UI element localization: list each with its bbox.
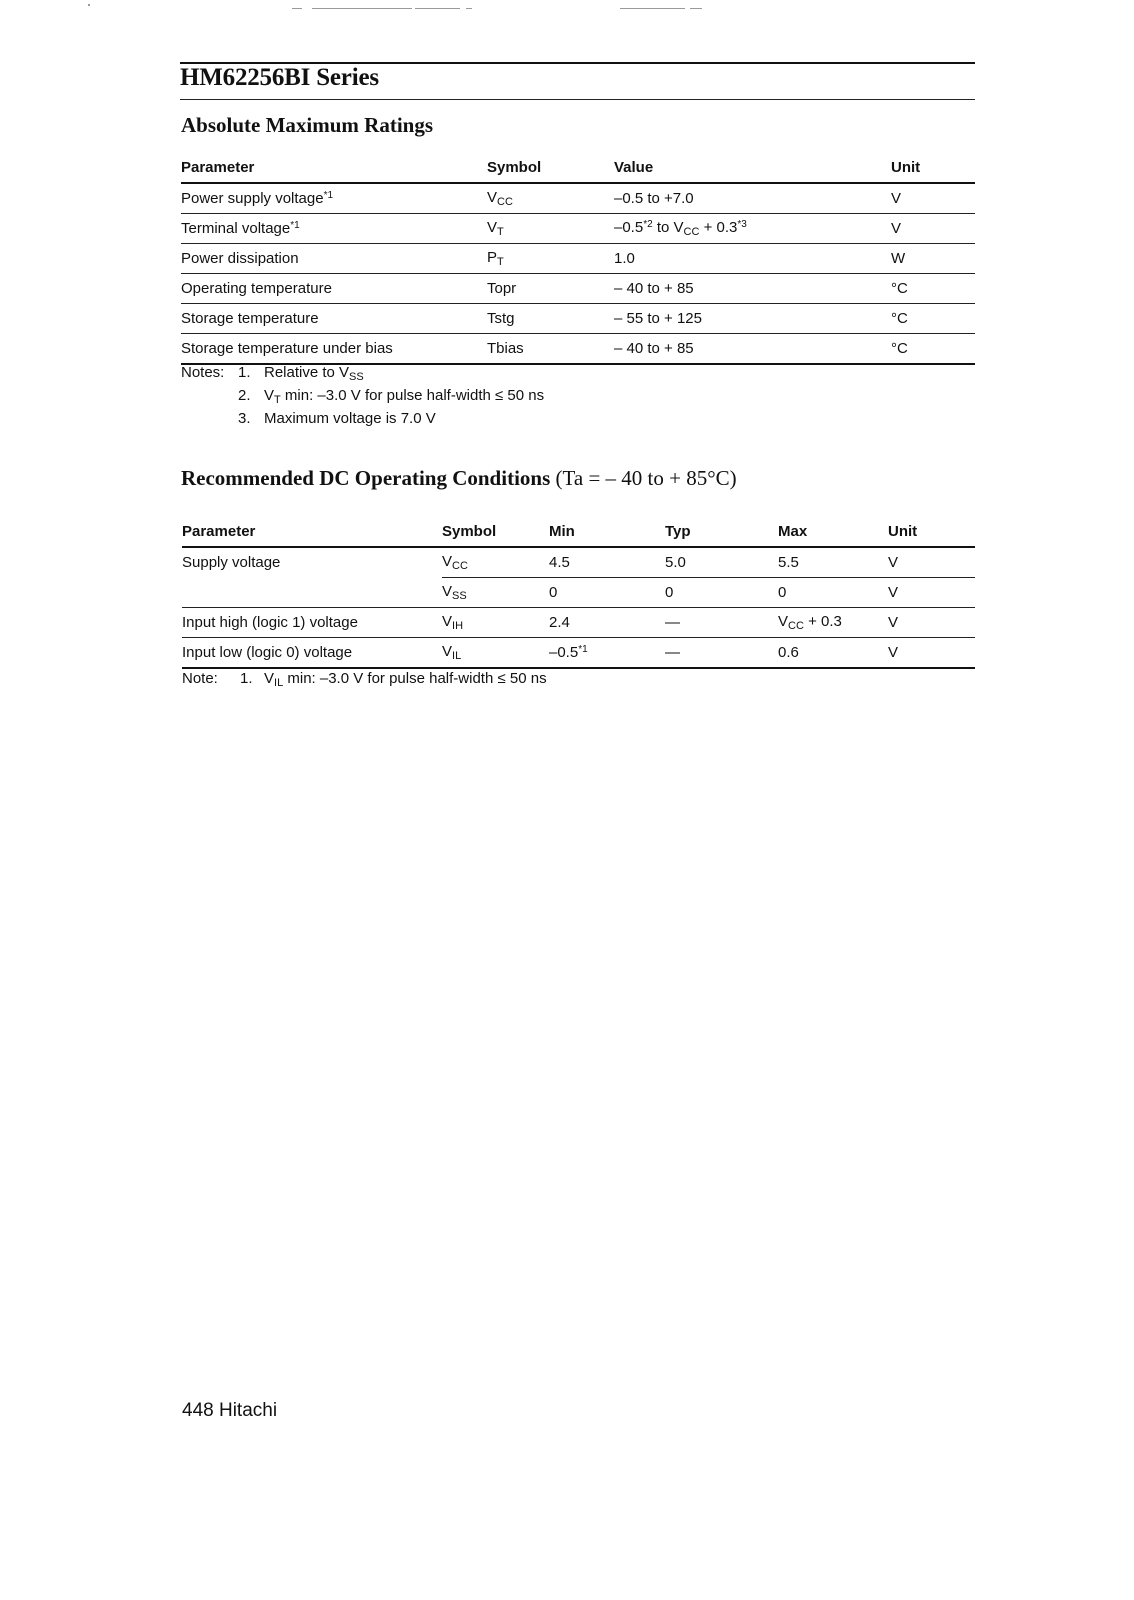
unit-cell: V bbox=[888, 608, 975, 638]
note-line bbox=[182, 667, 782, 690]
table-header-row bbox=[182, 517, 975, 547]
column-header: Unit bbox=[861, 153, 975, 183]
note-number: 2. bbox=[238, 387, 251, 404]
unit-cell: °C bbox=[861, 274, 975, 304]
table-row bbox=[182, 547, 975, 578]
symbol-cell: $V_{CC}$ bbox=[487, 189, 513, 208]
note-number: 1. bbox=[240, 670, 253, 687]
min-cell: 2.4 bbox=[549, 608, 665, 638]
note-text: Relative to $V_{SS}$ bbox=[264, 364, 364, 383]
max-cell: 0 bbox=[778, 578, 888, 608]
column-header: Unit bbox=[888, 517, 975, 547]
value-cell: – 40 to + 85 bbox=[614, 274, 861, 304]
rdc-section-title: Recommended DC Operating Conditions (Ta = – 40 to + 85°C) bbox=[181, 466, 737, 490]
parameter-cell: Input low (logic 0) voltage bbox=[182, 638, 442, 669]
unit-cell: V bbox=[888, 638, 975, 669]
table-row bbox=[181, 244, 975, 274]
unit-cell: V bbox=[861, 214, 975, 244]
note-text: $V_T$ min: –3.0 V for pulse half-width ≤ 50 ns bbox=[264, 387, 545, 406]
note-text: $V_{IL}$ min: –3.0 V for pulse half-width ≤ 50 ns bbox=[264, 670, 547, 689]
scan-dot bbox=[88, 4, 90, 6]
min-cell: –0.5$^{*1}$ bbox=[549, 638, 665, 669]
amr-notes bbox=[181, 361, 781, 430]
page-number: 448 bbox=[182, 1400, 214, 1421]
column-header: Symbol bbox=[442, 517, 549, 547]
table-row bbox=[182, 578, 975, 608]
min-cell: 0 bbox=[549, 578, 665, 608]
symbol-cell: Tbias bbox=[487, 334, 614, 365]
max-cell: 5.5 bbox=[778, 554, 799, 571]
column-header: Parameter bbox=[181, 153, 487, 183]
value-cell: 1.0 bbox=[614, 244, 861, 274]
rdc-notes bbox=[182, 667, 782, 690]
absolute-maximum-ratings-table bbox=[181, 153, 975, 365]
table-row bbox=[181, 214, 975, 244]
typ-cell: — bbox=[665, 608, 778, 638]
parameter-cell: Input high (logic 1) voltage bbox=[182, 608, 442, 638]
symbol-cell: $V_{SS}$ bbox=[442, 578, 549, 608]
recommended-dc-conditions-table bbox=[182, 517, 975, 669]
value-cell: –0.5$^{*2}$ to $V_{CC} + 0.3^{*3}$ bbox=[614, 214, 861, 244]
table-row bbox=[181, 183, 975, 214]
page-title: HM62256BI Series bbox=[180, 64, 379, 91]
column-header: Parameter bbox=[182, 517, 442, 547]
note-line bbox=[181, 407, 781, 430]
typ-cell: 5.0 bbox=[665, 554, 686, 571]
notes-label: Notes: bbox=[181, 364, 225, 381]
min-cell: 4.5 bbox=[549, 554, 570, 571]
unit-cell: W bbox=[861, 244, 975, 274]
note-label: Note: bbox=[182, 670, 218, 687]
value-cell: –0.5 to +7.0 bbox=[614, 190, 694, 207]
parameter-cell: Storage temperature bbox=[181, 304, 487, 334]
parameter-cell: Power dissipation bbox=[181, 244, 487, 274]
unit-cell: V bbox=[888, 554, 899, 571]
max-cell: 0.6 bbox=[778, 638, 888, 669]
symbol-cell: $V_{IL}$ bbox=[442, 638, 549, 669]
parameter-cell: Storage temperature under bias bbox=[181, 334, 487, 365]
column-header: Value bbox=[614, 153, 861, 183]
typ-cell: 0 bbox=[665, 578, 778, 608]
table-row bbox=[182, 638, 975, 669]
value-cell: – 40 to + 85 bbox=[614, 334, 861, 365]
unit-cell: V bbox=[888, 578, 975, 608]
note-number: 3. bbox=[238, 410, 251, 427]
value-cell: – 55 to + 125 bbox=[614, 304, 861, 334]
page-footer bbox=[182, 1400, 277, 1422]
unit-cell: °C bbox=[861, 304, 975, 334]
table-row bbox=[181, 274, 975, 304]
scan-artifacts bbox=[0, 6, 1134, 12]
parameter-cell bbox=[182, 578, 442, 608]
column-header: Symbol bbox=[487, 153, 614, 183]
note-number: 1. bbox=[238, 364, 251, 381]
header-underline bbox=[180, 99, 975, 100]
symbol-cell: $P_T$ bbox=[487, 244, 614, 274]
amr-section-title: Absolute Maximum Ratings bbox=[181, 113, 434, 137]
symbol-cell: $V_T$ bbox=[487, 214, 614, 244]
parameter-cell: Operating temperature bbox=[181, 274, 487, 304]
symbol-cell: Tstg bbox=[487, 304, 614, 334]
rdc-condition: (Ta = – 40 to + 85°C) bbox=[550, 466, 737, 490]
table-row bbox=[181, 334, 975, 365]
unit-cell: °C bbox=[861, 334, 975, 365]
parameter-cell: Power supply voltage$^{*1}$ bbox=[181, 190, 334, 207]
unit-cell: V bbox=[891, 190, 902, 207]
footer-brand: Hitachi bbox=[218, 1400, 278, 1421]
column-header: Max bbox=[778, 517, 888, 547]
parameter-cell: Supply voltage bbox=[182, 554, 281, 572]
symbol-cell: $V_{IH}$ bbox=[442, 608, 549, 638]
table-row bbox=[181, 304, 975, 334]
note-text: Maximum voltage is 7.0 V bbox=[264, 410, 436, 427]
table-header-row bbox=[181, 153, 975, 183]
column-header: Typ bbox=[665, 517, 778, 547]
note-line bbox=[181, 361, 781, 384]
parameter-cell: Terminal voltage$^{*1}$ bbox=[181, 214, 487, 244]
typ-cell: — bbox=[665, 638, 778, 669]
table-row bbox=[182, 608, 975, 638]
note-line bbox=[181, 384, 781, 407]
symbol-cell: Topr bbox=[487, 274, 614, 304]
column-header: Min bbox=[549, 517, 665, 547]
symbol-cell: $V_{CC}$ bbox=[442, 553, 468, 572]
max-cell: $V_{CC} + 0.3$ bbox=[778, 608, 888, 638]
